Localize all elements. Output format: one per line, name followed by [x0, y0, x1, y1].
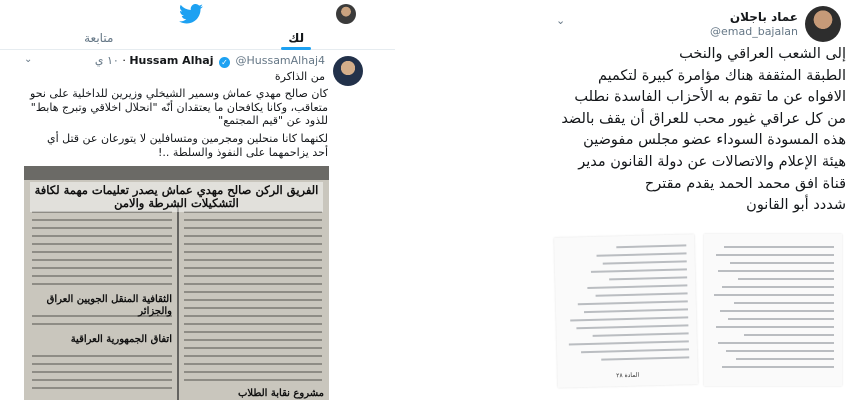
newspaper-subheading: مشروع نقابة الطلاب [238, 388, 324, 399]
twitter-bird-icon[interactable] [178, 4, 204, 24]
app-top-bar [0, 0, 395, 28]
profile-avatar[interactable] [336, 4, 356, 24]
newspaper-subheading: الثقافية المنقل الجويين العراق والجزائر [46, 294, 172, 317]
tweet-author-handle[interactable]: @HussamAlhaj4 [235, 54, 325, 67]
verified-badge-icon: ✓ [219, 57, 230, 68]
tweet-author-name[interactable]: عماد باجلان [729, 10, 798, 24]
chevron-down-icon[interactable]: ⌄ [556, 14, 566, 27]
desktop-tweet-screenshot [548, 0, 850, 400]
newspaper-clipping-image[interactable] [24, 166, 329, 400]
tab-for-you[interactable]: لك [198, 28, 396, 49]
newspaper-subheading: اتفاق الجمهورية العراقية [70, 334, 172, 345]
document-page-image[interactable] [554, 234, 698, 388]
tweet-text: إلى الشعب العراقي والنخب الطبقة المثقفة هناك مؤامرة كبيرة لتكميم الافواه عن ما تقوم به الأحزاب الفاسدة نطلب من كل عراقي غيور محب للعراق أن يقف بالضد هذه المسودة السوداء عضو مجلس مفوضين هيئة الإعلام والاتصالات عن دولة القانون مدير قناة افق محمد الحمد يقدم مقترح شددد أبو القانون [561, 46, 846, 214]
newspaper-headline: الفريق الركن صالح مهدي عماش يصدر تعليمات مهمة لكافة التشكيلات الشرطة والامن [30, 182, 323, 212]
tweet-author-handle[interactable]: @emad_bajalan [710, 25, 798, 38]
document-footer-text: المادة ٢٨ [616, 371, 640, 380]
tweet-text-paragraph: كان صالح مهدي عماش وسمير الشيخلي وزيرين للداخلية على نحو متعاقب، وكانا يكافحان ما يعتقدان أنّه "انحلال اخلاقي وتبرج هابط" للذود عن "قيم المجتمع" [30, 87, 328, 127]
tweet-attached-documents[interactable] [548, 228, 850, 396]
feed-tabs [0, 28, 395, 50]
tweet-text-paragraph: لكنهما كانا منحلين ومجرمين ومتسافلين لا يتورعان عن قتل أي أحد يزاحمهما على النفوذ والسلطة ..! [46, 132, 328, 159]
tab-following[interactable]: متابعة [84, 31, 114, 45]
mobile-tweet-screenshot [0, 0, 395, 400]
tweet-author-name[interactable]: Hussam Alhaj [129, 54, 214, 67]
chevron-down-icon[interactable]: ⌄ [24, 54, 33, 65]
document-page-image[interactable] [704, 234, 842, 386]
tweet-author-avatar[interactable] [805, 6, 841, 42]
newspaper-header-band [24, 166, 329, 180]
tweet-timestamp[interactable]: ١٠ ي [94, 54, 119, 67]
tweet-author-avatar[interactable] [333, 56, 363, 86]
tweet-context-label: من الذاكرة [274, 70, 325, 83]
tweet-header: Hussam Alhaj ✓ @HussamAlhaj4 · ١٠ ي [94, 54, 325, 67]
